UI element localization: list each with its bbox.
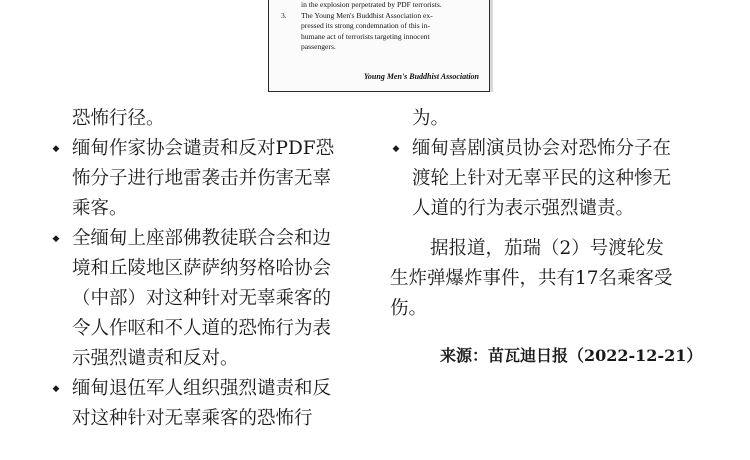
clip-line	[281, 32, 477, 43]
list-item-text: 全缅甸上座部佛教徒联合会和边	[72, 228, 332, 249]
text-line: 为。	[412, 108, 450, 129]
statement-clipping	[268, 0, 490, 92]
text-line: 伤。	[390, 298, 428, 319]
diamond-bullet-icon: ◆	[52, 144, 60, 154]
clipping-shadow	[490, 0, 493, 92]
text-line: 恐怖行径。	[72, 108, 165, 129]
text-line: 渡轮上针对无辜平民的这种惨无	[412, 168, 672, 189]
clip-line-text: passengers.	[301, 42, 336, 52]
text-line: 怖分子进行地雷袭击并伤害无辜	[72, 168, 332, 189]
clip-line	[281, 21, 477, 32]
text-line: 对这种针对无辜乘客的恐怖行	[72, 408, 313, 429]
text-line: 人道的行为表示强烈谴责。	[412, 198, 635, 219]
text-line: 示强烈谴责和反对。	[72, 348, 239, 369]
text-line: 令人作呕和不人道的恐怖行为表	[72, 318, 332, 339]
list-item-text: 缅甸喜剧演员协会对恐怖分子在	[412, 138, 672, 159]
clip-line-number: 3.	[281, 10, 287, 20]
clip-line-text: in the explosion perpetrated by PDF terrorists.	[301, 0, 442, 9]
clip-line-text: pressed its strong condemnation of this in-	[301, 21, 431, 31]
clip-signature: Young Men's Buddhist Association	[363, 72, 479, 82]
clip-line	[281, 11, 477, 22]
text-line: 生炸弹爆炸事件，共有17名乘客受	[390, 268, 673, 289]
text-line: 乘客。	[72, 198, 128, 219]
clip-line-text: The Young Men's Buddhist Association ex-	[301, 10, 433, 20]
list-item-text: 缅甸退伍军人组织强烈谴责和反	[72, 378, 332, 399]
text-line: （中部）对这种针对无辜乘客的	[72, 288, 332, 309]
diamond-bullet-icon: ◆	[52, 234, 60, 244]
paragraph-first-line: 据报道，茄瑞（2）号渡轮发	[430, 238, 664, 259]
diamond-bullet-icon: ◆	[392, 144, 400, 154]
clip-line-text: humane act of terrorists targeting innocent	[301, 31, 430, 41]
clip-line	[281, 0, 477, 11]
source-attribution: 来源：苗瓦迪日报（2022-12-21）	[440, 346, 703, 365]
list-item-text: 缅甸作家协会谴责和反对PDF恐	[72, 138, 335, 159]
text-line: 境和丘陵地区萨萨纳努格哈协会	[72, 258, 332, 279]
clip-line	[281, 42, 477, 53]
diamond-bullet-icon: ◆	[52, 384, 60, 394]
